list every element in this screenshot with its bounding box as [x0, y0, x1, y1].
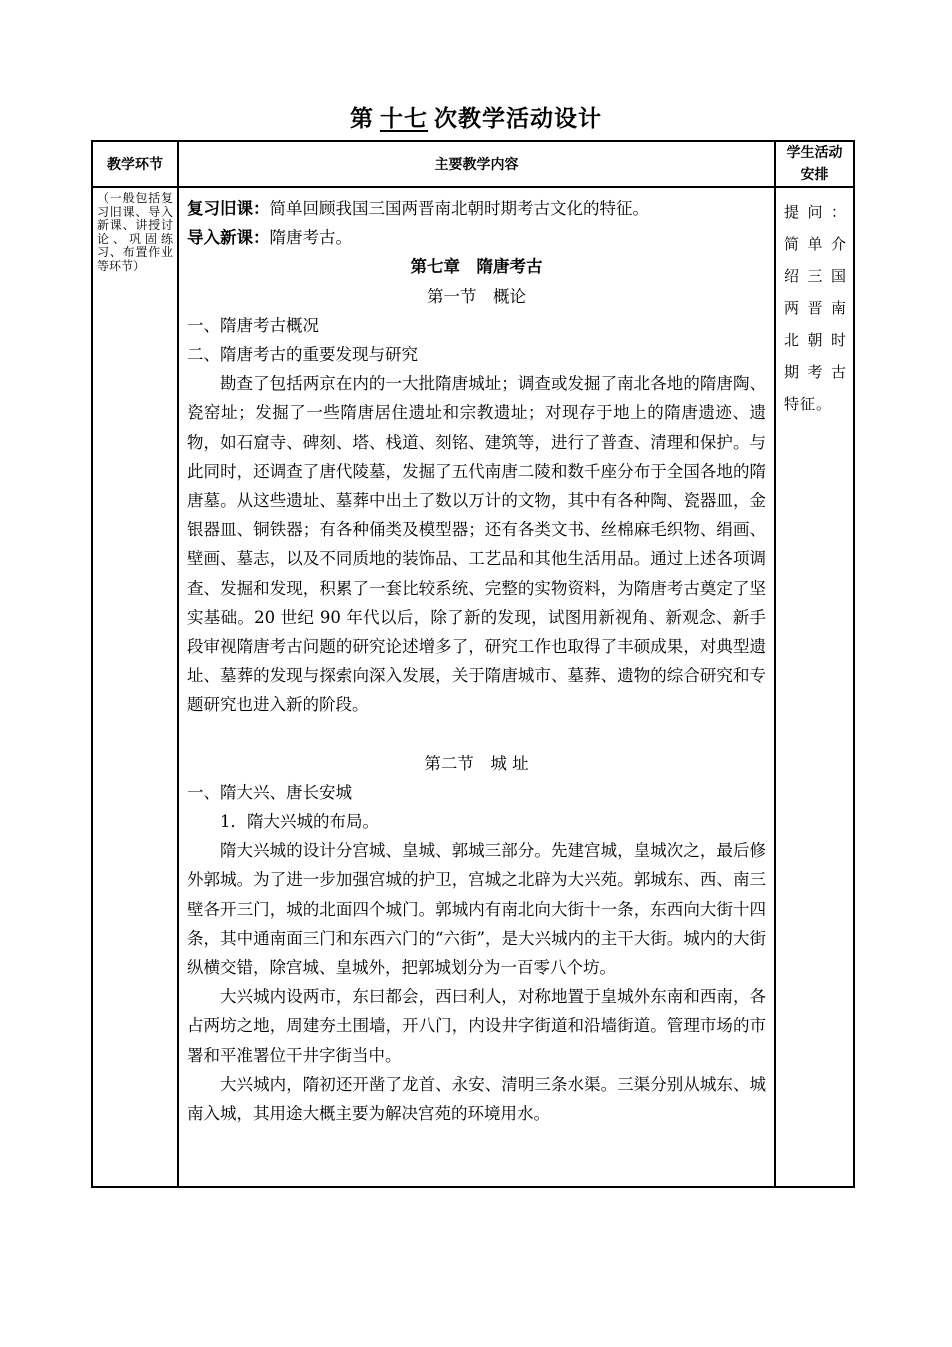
- student-cell: [775, 187, 854, 1187]
- lesson-plan-table: [91, 140, 855, 1188]
- section1-item-1: 一、隋唐考古概况: [187, 315, 319, 335]
- header-content: 主要教学内容: [178, 141, 775, 187]
- student-activity: 提问：简单介绍三国两晋南北朝时期考古特征。: [784, 203, 847, 413]
- review-label: 复习旧课：: [187, 199, 270, 218]
- header-student: 学生活动安排: [775, 141, 854, 187]
- main-content: [179, 188, 774, 1132]
- section2-item-1: 一、隋大兴、唐长安城: [187, 782, 352, 802]
- review-line: [187, 194, 766, 223]
- title-prefix: 第: [350, 106, 374, 132]
- header-stage: 教学环节: [92, 141, 178, 187]
- body-row: [92, 187, 854, 1187]
- intro-line: [187, 223, 766, 252]
- section2-paragraph-2: 大兴城内设两市，东曰都会，西曰利人，对称地置于皇城外东南和西南，各占两坊之地，周建夯土围墙，开八门，内设井字街道和沿墙街道。管理市场的市署和平准署位干井字街当中。: [187, 987, 766, 1065]
- lesson-number: 十七: [380, 106, 428, 132]
- section1-item-2: 二、隋唐考古的重要发现与研究: [187, 345, 418, 365]
- content-cell: [178, 187, 775, 1187]
- stage-note: （一般包括复习旧课、导入新课、讲授讨论、巩固练习、布置作业等环节）: [97, 191, 173, 273]
- header-row: [92, 141, 854, 187]
- section1-paragraph: 勘查了包括两京在内的一大批隋唐城址；调查或发掘了南北各地的隋唐陶、瓷窑址；发掘了一些隋唐居住遗址和宗教遗址；对现存于地上的隋唐遗迹、遗物，如石窟寺、碑刻、塔、栈道、刻铭、建筑等，进行了普查、清理和保护。与此同时，还调查了唐代陵墓，发掘了五代南唐二陵和数千座分布于全国各地的隋唐墓。从这些遗址、墓葬中出土了数以万计的文物，其中有各种陶、瓷器皿，金银器皿、铜铁器；有各种俑类及模型器；还有各类文书、丝棉麻毛织物、绢画、壁画、墓志，以及不同质地的装饰品、工艺品和其他生活用品。通过上述各项调查、发掘和发现，积累了一套比较系统、完整的实物资料，为隋唐考古奠定了坚实基础。20 世纪 90 年代以后，除了新的发现，试图用新视角、新观念、新手段审视隋唐考古问题的研究论述增多了，研究工作也取得了丰硕成果，对典型遗址、墓葬的发现与探索向深入发展，关于隋唐城市、墓葬、遗物的综合研究和专题研究也进入新的阶段。: [187, 374, 766, 715]
- document-title: [0, 100, 952, 133]
- stage-cell: [92, 187, 178, 1187]
- intro-text: 隋唐考古。: [269, 228, 352, 248]
- section1-title: 第一节 概论: [427, 286, 526, 306]
- section2-paragraph-3: 大兴城内，隋初还开凿了龙首、永安、清明三条水渠。三渠分别从城东、城南入城，其用途大概主要为解决宫苑的环境用水。: [187, 1074, 766, 1124]
- section2-subheading: 1．隋大兴城的布局。: [220, 812, 379, 832]
- spacer: [187, 720, 766, 749]
- title-suffix: 次教学活动设计: [434, 106, 602, 132]
- chapter-title: 第七章 隋唐考古: [410, 257, 543, 277]
- review-text: 简单回顾我国三国两晋南北朝时期考古文化的特征。: [269, 199, 649, 218]
- section2-paragraph-1: 隋大兴城的设计分宫城、皇城、郭城三部分。先建宫城，皇城次之，最后修外郭城。为了进一步加强宫城的护卫，宫城之北辟为大兴苑。郭城东、西、南三壁各开三门，城的北面四个城门。郭城内有南北向大街十一条，东西向大街十四条，其中通南面三门和东西六门的“六街”，是大兴城内的主干大街。城内的大街纵横交错，除宫城、皇城外，把郭城划分为一百零八个坊。: [187, 841, 766, 978]
- section2-title: 第二节 城 址: [424, 753, 529, 773]
- intro-label: 导入新课：: [187, 228, 270, 248]
